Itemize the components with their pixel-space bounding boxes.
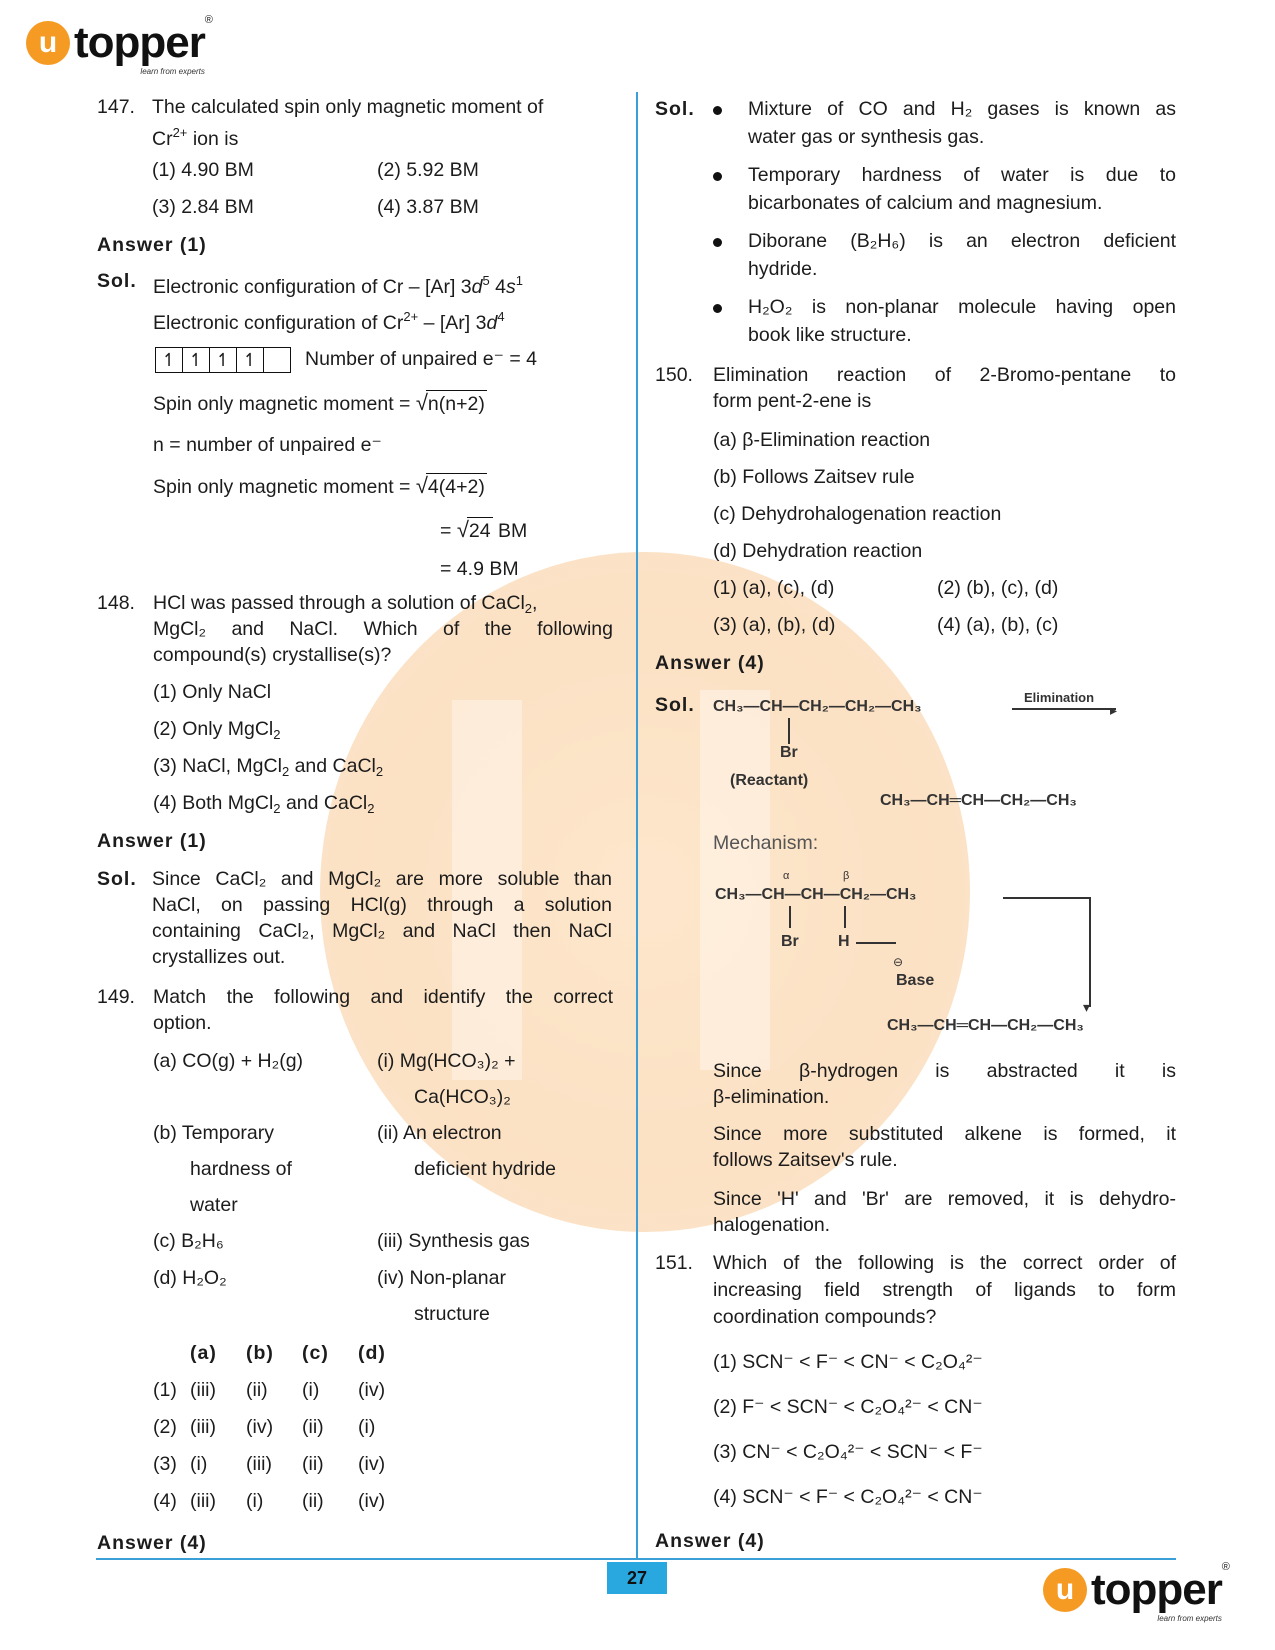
q149-table-cell: (iv) xyxy=(246,1416,274,1438)
q149-sol-3a: Diborane (B₂H₆) is an electron deficient xyxy=(748,230,1176,252)
footer-rule xyxy=(96,1558,1176,1560)
q147-sol-label: Sol. xyxy=(97,270,137,292)
q149-table-cell: (i) xyxy=(358,1416,376,1438)
mech-br: Br xyxy=(781,933,799,950)
logo-word: topper xyxy=(74,18,205,67)
unpaired-count: Number of unpaired e⁻ = 4 xyxy=(305,348,537,370)
base-label: Base xyxy=(896,972,935,989)
logo-word: topper xyxy=(1091,1565,1222,1614)
q149-col-b-1: (b) Temporary xyxy=(153,1122,275,1144)
q147-line2: $Cr^{2+}$ ion is xyxy=(152,125,239,150)
q148-option-4: (4) Both MgCl$_2$ and CaCl$_2$ xyxy=(153,792,375,816)
q150-line2: form pent-2-ene is xyxy=(713,390,872,412)
q149-table-cell: (iii) xyxy=(246,1453,272,1475)
q150-line1: Elimination reaction of 2-Bromo-pentane to xyxy=(713,364,1176,386)
q149-table-header: (d) xyxy=(358,1342,386,1364)
q149-sol-3b: hydride. xyxy=(748,258,818,280)
orbital-boxes xyxy=(155,347,291,373)
q149-table-header: (a) xyxy=(190,1342,217,1364)
q150-answer: Answer (4) xyxy=(655,652,765,674)
orbital-box: ↿ xyxy=(236,347,263,373)
brand-logo xyxy=(26,14,213,76)
registered-mark: ® xyxy=(204,14,213,26)
q149-col-iii: (iii) Synthesis gas xyxy=(377,1230,530,1252)
q147-option-2: (2) 5.92 BM xyxy=(377,159,479,181)
orbital-box: ↿ xyxy=(182,347,209,373)
smm-substituted: Spin only magnetic moment = √4(4+2) xyxy=(153,473,485,498)
q151-number: 151. xyxy=(655,1252,693,1274)
q148-sol-2: NaCl, on passing HCl(g) through a solution xyxy=(152,894,612,916)
q149-sol-2a: Temporary hardness of water is due to xyxy=(748,164,1176,186)
q149-col-iv-1: (iv) Non-planar xyxy=(377,1267,506,1289)
q151-option-1: (1) SCN⁻ < F⁻ < CN⁻ < C₂O₄²⁻ xyxy=(713,1351,983,1373)
q151-line3: coordination compounds? xyxy=(713,1306,937,1328)
q149-col-ii-2: deficient hydride xyxy=(414,1158,557,1180)
q151-line1: Which of the following is the correct order of xyxy=(713,1252,1176,1274)
reactant-label: (Reactant) xyxy=(730,772,809,789)
logo-tagline: learn from experts xyxy=(140,67,205,76)
q149-sol-label: Sol. xyxy=(655,98,695,120)
curved-arrow xyxy=(856,942,896,944)
q150-expl-1b: β-elimination. xyxy=(713,1086,830,1108)
q149-col-i-1: (i) Mg(HCO₃)₂ + xyxy=(377,1050,516,1072)
registered-mark: ® xyxy=(1221,1561,1230,1573)
q148-option-2: (2) Only MgCl$_2$ xyxy=(153,718,281,742)
q151-option-2: (2) F⁻ < SCN⁻ < C₂O₄²⁻ < CN⁻ xyxy=(713,1396,983,1418)
q149-table-cell: (iii) xyxy=(190,1379,216,1401)
logo-u-icon: u xyxy=(26,21,70,65)
q149-table-cell: (ii) xyxy=(302,1490,324,1512)
q150-option-2: (2) (b), (c), (d) xyxy=(937,577,1059,599)
q150-number: 150. xyxy=(655,364,693,386)
q151-option-3: (3) CN⁻ < C₂O₄²⁻ < SCN⁻ < F⁻ xyxy=(713,1441,983,1463)
mechanism-label: Mechanism: xyxy=(713,832,819,854)
mech-arrow-v xyxy=(1089,897,1091,1007)
mech-h: H xyxy=(838,933,850,950)
q149-col-a: (a) CO(g) + H₂(g) xyxy=(153,1050,304,1072)
q148-line3: compound(s) crystallise(s)? xyxy=(153,644,392,666)
q147-config-cr2: Electronic configuration of $Cr^{2+} - [Ar]$ $3d^4$ xyxy=(153,309,505,334)
orbital-box: ↿ xyxy=(155,347,182,373)
q149-table-cell: (iii) xyxy=(190,1490,216,1512)
n-definition: n = number of unpaired e⁻ xyxy=(153,434,382,456)
q149-col-ii-1: (ii) An electron xyxy=(377,1122,502,1144)
minus-charge: ⊖ xyxy=(893,955,904,969)
mech-arrow-h xyxy=(1003,897,1091,899)
q149-table-cell: (ii) xyxy=(302,1453,324,1475)
mech-chain: CH₃—CH—CH—CH₂—CH₃ xyxy=(715,886,917,903)
q149-col-b-3: water xyxy=(190,1194,238,1216)
q147-option-4: (4) 3.87 BM xyxy=(377,196,479,218)
orbital-box: ↿ xyxy=(209,347,236,373)
bullet-icon xyxy=(713,172,722,181)
q148-line2: MgCl₂ and NaCl. Which of the following xyxy=(153,618,613,640)
q149-col-iv-2: structure xyxy=(414,1303,490,1325)
q151-answer: Answer (4) xyxy=(655,1530,765,1552)
reactant-chain: CH₃—CH—CH₂—CH₂—CH₃ xyxy=(713,698,922,715)
beta-label: β xyxy=(843,870,850,882)
bond-line xyxy=(788,718,790,744)
q147-config-cr: Electronic configuration of Cr – [Ar] $3d^5$ $4s^1$ xyxy=(153,273,523,298)
q150-stmt-c: (c) Dehydrohalogenation reaction xyxy=(713,503,1002,525)
page-number: 27 xyxy=(607,1562,667,1594)
q150-expl-2b: follows Zaitsev's rule. xyxy=(713,1149,898,1171)
elimination-label: Elimination xyxy=(1024,690,1095,705)
q149-sol-4b: book like structure. xyxy=(748,324,912,346)
q149-table-cell: (iv) xyxy=(358,1379,386,1401)
q148-answer: Answer (1) xyxy=(97,830,207,852)
q149-table-cell: (2) xyxy=(153,1416,177,1438)
q147-line1: The calculated spin only magnetic moment of xyxy=(152,96,544,118)
bond-line xyxy=(844,906,846,928)
q150-stmt-b: (b) Follows Zaitsev rule xyxy=(713,466,915,488)
q148-sol-1: Since CaCl₂ and MgCl₂ are more soluble than xyxy=(152,868,612,890)
q151-option-4: (4) SCN⁻ < F⁻ < C₂O₄²⁻ < CN⁻ xyxy=(713,1486,983,1508)
q149-table-header: (c) xyxy=(302,1342,329,1364)
alpha-label: α xyxy=(783,870,790,882)
q149-table-cell: (iv) xyxy=(358,1453,386,1475)
smm-formula: Spin only magnetic moment = √n(n+2) xyxy=(153,390,485,415)
column-divider xyxy=(636,92,638,1560)
smm-root24: = √24 BM xyxy=(440,517,528,542)
q149-table-header: (b) xyxy=(246,1342,274,1364)
q148-sol-3: containing CaCl₂, MgCl₂ and NaCl then NaCl xyxy=(152,920,612,942)
q149-table-cell: (i) xyxy=(190,1453,208,1475)
arrow-down-icon: ▾ xyxy=(1083,999,1091,1015)
q149-table-cell: (i) xyxy=(302,1379,320,1401)
reactant-br: Br xyxy=(780,744,798,761)
q149-table-cell: (4) xyxy=(153,1490,177,1512)
bond-line xyxy=(789,906,791,928)
q149-sol-1b: water gas or synthesis gas. xyxy=(748,126,985,148)
product-chain: CH₃—CH═CH—CH₂—CH₃ xyxy=(880,792,1077,809)
q148-option-1: (1) Only NaCl xyxy=(153,681,272,703)
q148-sol-4: crystallizes out. xyxy=(152,946,286,968)
bullet-icon xyxy=(713,106,722,115)
q149-table-cell: (ii) xyxy=(302,1416,324,1438)
q148-line1: HCl was passed through a solution of CaCl$_2$, xyxy=(153,592,538,616)
q147-number: 147. xyxy=(97,96,135,118)
q150-expl-3b: halogenation. xyxy=(713,1214,831,1236)
q150-expl-1a: Since β-hydrogen is abstracted it is xyxy=(713,1060,1176,1082)
q151-line2: increasing field strength of ligands to form xyxy=(713,1279,1176,1301)
reaction-arrow xyxy=(1012,708,1116,710)
q150-option-3: (3) (a), (b), (d) xyxy=(713,614,836,636)
q149-table-cell: (ii) xyxy=(246,1379,268,1401)
q147-answer: Answer (1) xyxy=(97,234,207,256)
logo-tagline: learn from experts xyxy=(1157,1614,1222,1623)
q149-table-cell: (iii) xyxy=(190,1416,216,1438)
q150-sol-label: Sol. xyxy=(655,694,695,716)
q149-table-cell: (i) xyxy=(246,1490,264,1512)
q147-option-3: (3) 2.84 BM xyxy=(152,196,254,218)
arrow-head-icon: ▸ xyxy=(1110,702,1118,718)
q147-option-1: (1) 4.90 BM xyxy=(152,159,254,181)
q149-table-cell: (iv) xyxy=(358,1490,386,1512)
orbital-box xyxy=(263,347,291,373)
logo-u-icon: u xyxy=(1043,1568,1087,1612)
q148-sol-label: Sol. xyxy=(97,868,137,890)
q148-number: 148. xyxy=(97,592,135,614)
q149-sol-2b: bicarbonates of calcium and magnesium. xyxy=(748,192,1103,214)
bullet-icon xyxy=(713,238,722,247)
q150-stmt-a: (a) β-Elimination reaction xyxy=(713,429,931,451)
q149-line2: option. xyxy=(153,1012,212,1034)
q149-table-cell: (3) xyxy=(153,1453,177,1475)
q149-sol-4a: H₂O₂ is non-planar molecule having open xyxy=(748,296,1176,318)
q150-option-4: (4) (a), (b), (c) xyxy=(937,614,1059,636)
q149-sol-1a: Mixture of CO and H₂ gases is known as xyxy=(748,98,1176,120)
q150-stmt-d: (d) Dehydration reaction xyxy=(713,540,923,562)
q149-col-d: (d) H₂O₂ xyxy=(153,1267,227,1289)
mech-product: CH₃—CH═CH—CH₂—CH₃ xyxy=(887,1017,1084,1034)
q150-expl-2a: Since more substituted alkene is formed, it xyxy=(713,1123,1176,1145)
q149-col-b-2: hardness of xyxy=(190,1158,292,1180)
q150-option-1: (1) (a), (c), (d) xyxy=(713,577,835,599)
q148-option-3: (3) NaCl, MgCl$_2$ and CaCl$_2$ xyxy=(153,755,384,779)
q149-col-i-2: Ca(HCO₃)₂ xyxy=(414,1086,511,1108)
q149-col-c: (c) B₂H₆ xyxy=(153,1230,224,1252)
bullet-icon xyxy=(713,304,722,313)
q149-table-cell: (1) xyxy=(153,1379,177,1401)
smm-final: = 4.9 BM xyxy=(440,558,519,580)
q149-answer: Answer (4) xyxy=(97,1532,207,1554)
q150-expl-3a: Since 'H' and 'Br' are removed, it is dehydro- xyxy=(713,1188,1176,1210)
footer-logo xyxy=(1043,1561,1230,1623)
q149-line1: Match the following and identify the correct xyxy=(153,986,613,1008)
q149-number: 149. xyxy=(97,986,135,1008)
watermark-arrow-stem xyxy=(700,690,770,1070)
